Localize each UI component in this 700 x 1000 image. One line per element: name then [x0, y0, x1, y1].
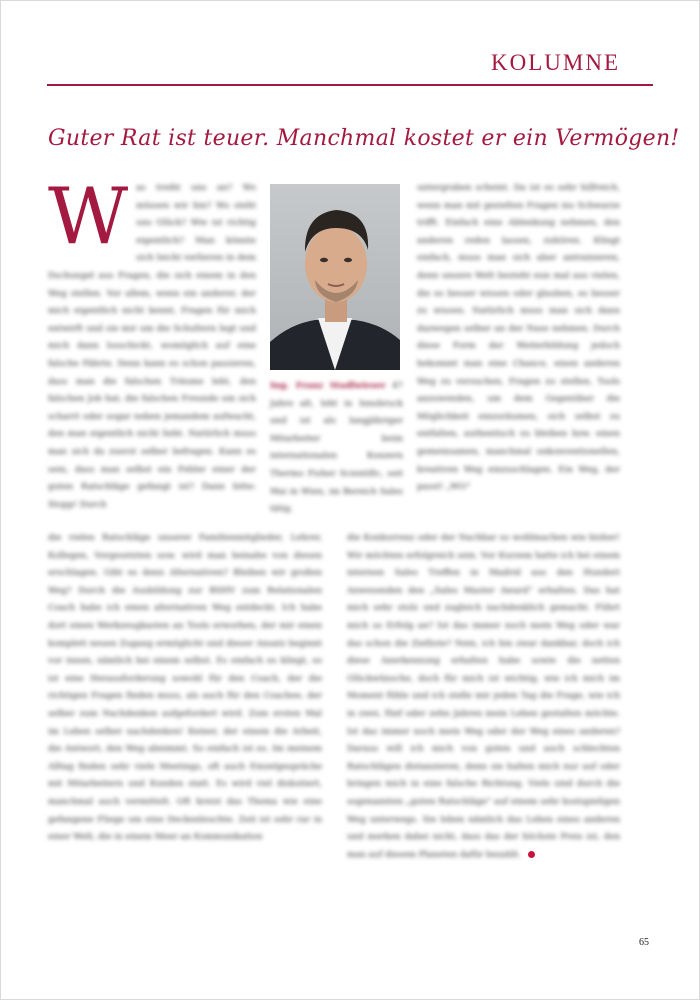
header-rule	[47, 84, 653, 86]
author-caption	[270, 378, 403, 519]
column-3	[417, 180, 620, 497]
page-number: 65	[639, 937, 649, 948]
column-bottom-right	[347, 530, 620, 864]
section-label: KOLUMNE	[491, 50, 620, 75]
portrait-photo	[270, 184, 400, 370]
end-mark-icon	[528, 851, 535, 858]
bottom-left-text: die vielen Ratschläge unserer Familienmitglieder, Lehrer, Kollegen, Vorgesetzten usw. wird man beinahe von diesen erschlagen. Gibt es denn Alternativen? Bleiben wir großen Weg? Durch die Ausbildung zur BSHV zum Relationalen Coach habe ich einen alternativen Weg entdeckt. Ich habe dort einen Werkzeugkasten an Tools erworben, der mir einen komplett neuen Zugang ermöglicht und dieser Ansatz beginnt vor innen, nämlich bei einem selbst. Es einfach es klingt, es ist eine Herausforderung sowohl für den Coach, der die richtigen Fragen finden muss, als auch für den Coachee, der selber zum Nachdenken aufgefordert wird. Zum ersten Mal im Leben selber nachdenken! Keiner, der einem die Arbeit, die Antwort, den Weg abnimmt. So einfach ist es. Im meinem Alltag finden sehr viele Meetings, oft auch Einzelgespräche mit Mitarbeitern und Kunden statt. Es wird viel diskutiert, manchmal auch vermittelt. Oft kreist das Thema wie eine gefangene Fliege um eine Deckenleuchte. Zeit ist sehr rar in einer Welt, die in einem Meer an Kommunikation	[48, 533, 322, 843]
author-portrait	[270, 184, 400, 370]
bottom-right-text: die Konkurrenz oder der Nachbar so wohlmachen wie bisher! Wir möchten erfolgreich sein. Vor Kurzem hatte ich bei einem internen Sales Treffen in Madrid aus den Hundert Anwesenden den „Sales Master Award“ erhalten. Das hat mich sehr stolz und zugleich nachdenklich gemacht. Führt mich so Erfolg an? Ist das immer noch mein Weg oder war das schon die Zielliste? Nein, ich bin zwar dankbar, doch ich diese Anerkennung erhalten habe sowie die netten Glückwünsche, doch für mich ist wichtig, wie ich mich im Moment fühle und ich stelle mir jeden Tag die Frage, wie ich in zwei, fünf oder zehn Jahren mein Leben gestalten möchte. Ist das immer noch mein Weg oder der Weg eines anderen? Daraus will ich mich von guten und auch schlechten Ratschlägen distanzieren, denn sie halten mich nur auf oder bringen mich in eine falsche Richtung. Viele sind durch die sogenannten „guten Ratschläge“ auf einem sehr kostspieligen Weg unterwegs. Sie leben nämlich das Leben eines anderen und merken dabei nicht, dass das der höchste Preis ist, den man auf diesem Planeten dafür bezahlt.	[347, 533, 620, 860]
caption-text: 47 Jahre alt, lebt in Innsbruck und ist als langjähriger Mitarbeiter beim internationalen Konzern Thermo Fisher Scientific, seit Mai in Wien, im Bereich Sales tätig.	[270, 381, 403, 515]
column-3-text: untergraben scheint. Da ist es sehr hilfreich, wenn man mit gezielten Fragen ins Schwarze trifft. Einfach eine Ablenkung nehmen, den anderen reden lassen, zuhören. Klingt einfach, muss man sich aber antrainieren, denn unsere Welt besteht nun mal aus vielen, die es besser wissen oder glauben, es besser zu wissen. Natürlich muss man sich dann dazwegen selber an der Nase nehmen. Durch diese Form der Weiterbildung jedoch bekommt man eine Chance, einen anderen Weg zu versuchen, Fragen zu stellen, Tools anzuwenden, um dem Gegenüber die Möglichkeit einzuräumen, sich selbst zu entfalten, authentisch zu bleiben bzw. einen gemeinsamen, manchmal unkonventionellen, kreativen Weg einzuschlagen. Ein Weg, der passt! „WO“	[417, 183, 620, 493]
article-headline: Guter Rat ist teuer. Manchmal kostet er ein Vermögen!	[48, 126, 680, 151]
caption-name: Ing. Franz Stadlwieser	[270, 381, 386, 391]
column-1-text: as treibt uns an? Wo müssen wir hin? Wo steht uns Glück? Wie ist richtig eigentlich? Man könnte sich leicht verlieren in dem Dschungel aus Fragen, die sich einem in den Weg stellen. Vor allem, wenn ein anderer, der mich eigentlich nicht kennt, Fragen für mich entwirft und sie mir um die Schultern legt und mich dann losschickt, womöglich auf eine falsche Fährte. Denn kann es schon passieren, dass man die falschen Träume lebt, den falschen Job hat, die falschen Freunde um sich scharrt oder sogar neben jemandem aufwacht, den man eigentlich nicht liebt. Natürlich muss man sich da zuerst selber befragen. Kann es sein, dass man selbst ein Fehler einer der guten Ratschläge gefangt ist? Dann bitte: Stopp! Durch	[48, 183, 256, 510]
column-1	[48, 172, 256, 514]
dropcap: W	[48, 172, 129, 262]
column-bottom-left	[48, 530, 322, 847]
